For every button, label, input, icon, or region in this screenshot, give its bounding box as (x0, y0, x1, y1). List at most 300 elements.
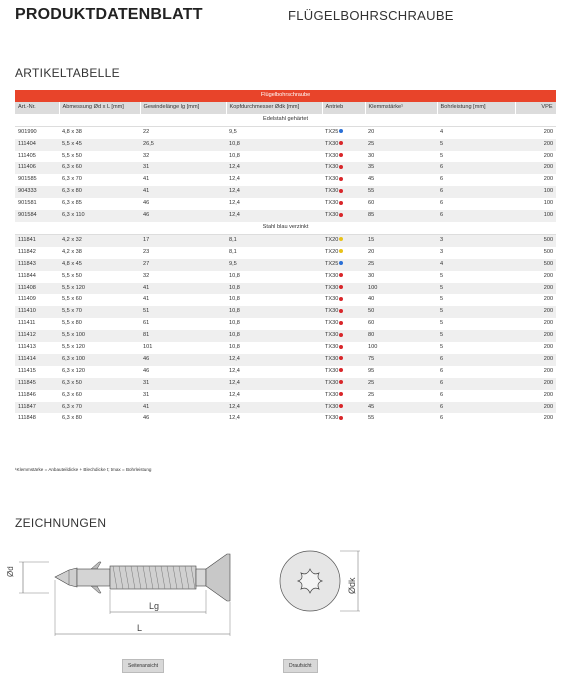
col-header-thread-length: Gewindelänge lg [mm] (140, 102, 226, 114)
cell-text: 31 (143, 164, 150, 171)
cell-text: 80 (368, 332, 375, 339)
cell-text: TX30 (325, 332, 339, 339)
cell-text: 200 (543, 128, 554, 135)
cell-text: 46 (143, 355, 150, 362)
cell-text: 111414 (18, 355, 36, 362)
cell-text: 500 (543, 260, 554, 267)
cell-text: 901585 (18, 176, 37, 183)
cell-art-nr (15, 162, 59, 174)
cell-dimension (59, 342, 140, 354)
cell-dimension (59, 378, 140, 390)
cell-dimension (59, 247, 140, 259)
cell-clamping (365, 294, 437, 306)
cell-text: 6,3 x 120 (62, 367, 86, 374)
cell-text: TX30 (325, 296, 339, 303)
cell-drilling (437, 306, 515, 318)
table-row (15, 162, 556, 174)
cell-clamping (365, 210, 437, 222)
cell-text: 5,5 x 50 (62, 272, 82, 279)
cell-thread-length (140, 198, 226, 210)
cell-text: 6 (440, 415, 444, 422)
cell-thread-length (140, 413, 226, 425)
cell-clamping (365, 139, 437, 151)
cell-drive (322, 354, 365, 366)
cell-text: 6,3 x 80 (62, 188, 82, 195)
cell-text: 100 (368, 284, 378, 291)
cell-dimension (59, 402, 140, 414)
cell-art-nr (15, 234, 59, 246)
cell-art-nr (15, 318, 59, 330)
wing-bottom (91, 586, 101, 593)
cell-text: 50 (368, 308, 375, 315)
cell-head-diameter (226, 139, 322, 151)
torx-drive-icon (339, 249, 343, 253)
cell-text: 20 (368, 248, 375, 255)
screw-head (206, 554, 230, 601)
cell-text: TX30 (325, 188, 339, 195)
cell-thread-length (140, 318, 226, 330)
cell-vpe (515, 342, 556, 354)
cell-text: 200 (543, 344, 554, 351)
cell-text: 5 (440, 140, 444, 147)
page-title: PRODUKTDATENBLATT (15, 6, 203, 23)
cell-thread-length (140, 390, 226, 402)
torx-drive-icon (339, 356, 343, 360)
cell-text: 200 (543, 152, 554, 159)
cell-dimension (59, 283, 140, 295)
cell-clamping (365, 259, 437, 271)
cell-art-nr (15, 413, 59, 425)
cell-vpe (515, 354, 556, 366)
cell-text: 5,5 x 120 (62, 344, 86, 351)
cell-drive (322, 162, 365, 174)
cell-thread-length (140, 174, 226, 186)
section-title-drawings: ZEICHNUNGEN (15, 516, 107, 530)
cell-thread-length (140, 139, 226, 151)
cell-text: 111847 (18, 403, 36, 410)
cell-text: 5 (440, 152, 444, 159)
cell-text: 10,8 (229, 152, 240, 159)
cell-drilling (437, 271, 515, 283)
cell-text: 12,4 (229, 367, 240, 374)
label-lg: Lg (149, 601, 160, 611)
cell-clamping (365, 186, 437, 198)
cell-vpe (515, 162, 556, 174)
cell-text: 10,8 (229, 284, 240, 291)
cell-vpe (515, 139, 556, 151)
cell-text: 4,8 x 45 (62, 260, 82, 267)
cell-text: 200 (543, 379, 554, 386)
cell-text: 5 (440, 296, 444, 303)
cell-text: 6 (440, 379, 444, 386)
cell-art-nr (15, 294, 59, 306)
cell-text: 51 (143, 308, 150, 315)
torx-drive-icon (339, 213, 343, 217)
cell-text: 12,4 (229, 200, 240, 207)
cell-text: 200 (543, 284, 554, 291)
cell-head-diameter (226, 174, 322, 186)
cell-text: 111413 (18, 344, 36, 351)
cell-drive (322, 318, 365, 330)
cell-text: TX20 (325, 236, 339, 243)
cell-text: 75 (368, 355, 375, 362)
cell-drilling (437, 354, 515, 366)
cell-thread-length (140, 294, 226, 306)
table-row (15, 126, 556, 138)
cell-drive (322, 306, 365, 318)
cell-vpe (515, 126, 556, 138)
cell-text: 200 (543, 176, 554, 183)
cell-text: 111408 (18, 284, 36, 291)
cell-drilling (437, 162, 515, 174)
cell-vpe (515, 378, 556, 390)
cell-text: TX30 (325, 212, 339, 219)
cell-thread-length (140, 151, 226, 163)
cell-thread-length (140, 210, 226, 222)
cell-text: TX30 (325, 403, 339, 410)
cell-text: 111412 (18, 332, 36, 339)
cell-text: 901581 (18, 200, 37, 207)
cell-text: 111848 (18, 415, 36, 422)
cell-text: 30 (368, 272, 375, 279)
cell-drive (322, 390, 365, 402)
table-row (15, 151, 556, 163)
cell-text: 5,5 x 120 (62, 284, 86, 291)
cell-text: 200 (543, 391, 554, 398)
cell-dimension (59, 126, 140, 138)
cell-head-diameter (226, 259, 322, 271)
cell-text: 27 (143, 260, 150, 267)
table-row (15, 354, 556, 366)
cell-text: TX30 (325, 308, 339, 315)
cell-text: 3 (440, 248, 444, 255)
cell-text: 61 (143, 320, 150, 327)
torx-drive-icon (339, 141, 343, 145)
cell-clamping (365, 378, 437, 390)
cell-thread-length (140, 366, 226, 378)
cell-text: 12,4 (229, 164, 240, 171)
table-row (15, 186, 556, 198)
cell-text: 60 (368, 320, 375, 327)
cell-text: 500 (543, 248, 554, 255)
cell-clamping (365, 234, 437, 246)
cell-text: TX30 (325, 200, 339, 207)
torx-drive-icon (339, 261, 343, 265)
cell-drive (322, 126, 365, 138)
cell-text: 20 (368, 128, 375, 135)
cell-head-diameter (226, 151, 322, 163)
cell-text: TX30 (325, 367, 339, 374)
cell-text: 901584 (18, 212, 37, 219)
cell-text: 6 (440, 355, 444, 362)
cell-drilling (437, 186, 515, 198)
cell-dimension (59, 139, 140, 151)
cell-text: 25 (368, 260, 375, 267)
section-title-articles: ARTIKELTABELLE (15, 66, 120, 80)
cell-clamping (365, 271, 437, 283)
cell-thread-length (140, 354, 226, 366)
cell-text: TX25 (325, 128, 339, 135)
cell-head-diameter (226, 402, 322, 414)
cell-drilling (437, 390, 515, 402)
cell-text: 32 (143, 272, 150, 279)
cell-text: 6,3 x 100 (62, 355, 86, 362)
cell-text: 200 (543, 164, 554, 171)
torx-drive-icon (339, 237, 343, 241)
wing-top (91, 562, 101, 569)
cell-drilling (437, 378, 515, 390)
cell-head-diameter (226, 271, 322, 283)
cell-clamping (365, 402, 437, 414)
cell-text: 12,4 (229, 379, 240, 386)
cell-dimension (59, 413, 140, 425)
cell-text: 12,4 (229, 212, 240, 219)
cell-clamping (365, 306, 437, 318)
cell-text: 10,8 (229, 272, 240, 279)
cell-dimension (59, 354, 140, 366)
torx-drive-icon (339, 153, 343, 157)
cell-text: 6,3 x 70 (62, 403, 82, 410)
cell-thread-length (140, 186, 226, 198)
cell-text: 500 (543, 236, 554, 243)
cell-thread-length (140, 378, 226, 390)
cell-text: 9,5 (229, 260, 237, 267)
cell-head-diameter (226, 126, 322, 138)
table-row (15, 378, 556, 390)
cell-text: 5 (440, 308, 444, 315)
cell-vpe (515, 271, 556, 283)
cell-text: 200 (543, 355, 554, 362)
cell-text: 6,3 x 60 (62, 164, 82, 171)
cell-clamping (365, 390, 437, 402)
cell-head-diameter (226, 294, 322, 306)
cell-thread-length (140, 234, 226, 246)
cell-clamping (365, 198, 437, 210)
cell-text: 200 (543, 367, 554, 374)
cell-vpe (515, 186, 556, 198)
cell-head-diameter (226, 234, 322, 246)
cell-art-nr (15, 259, 59, 271)
cell-clamping (365, 126, 437, 138)
cell-text: 12,4 (229, 176, 240, 183)
cell-drive (322, 294, 365, 306)
cell-head-diameter (226, 198, 322, 210)
cell-text: 46 (143, 367, 150, 374)
cell-text: 904333 (18, 188, 37, 195)
cell-thread-length (140, 306, 226, 318)
cell-text: TX30 (325, 284, 339, 291)
cell-drive (322, 283, 365, 295)
table-row (15, 342, 556, 354)
cell-text: 40 (368, 296, 375, 303)
cell-drilling (437, 342, 515, 354)
cell-text: 5,5 x 80 (62, 320, 82, 327)
cell-thread-length (140, 271, 226, 283)
cell-text: 6 (440, 200, 444, 207)
cell-thread-length (140, 162, 226, 174)
cell-dimension (59, 186, 140, 198)
cell-drilling (437, 151, 515, 163)
col-header-dimension: Abmessung Ød x L [mm] (59, 102, 140, 114)
cell-text: 6,3 x 70 (62, 176, 82, 183)
cell-text: 10,8 (229, 296, 240, 303)
torx-drive-icon (339, 392, 343, 396)
cell-text: 41 (143, 403, 150, 410)
cell-text: 111845 (18, 379, 36, 386)
table-row (15, 283, 556, 295)
cell-drive (322, 271, 365, 283)
cell-text: 22 (143, 128, 150, 135)
cell-text: 10,8 (229, 344, 240, 351)
neck (196, 569, 206, 586)
label-l: L (137, 623, 143, 633)
cell-text: 9,5 (229, 128, 237, 135)
cell-drilling (437, 247, 515, 259)
cell-art-nr (15, 174, 59, 186)
cell-drive (322, 342, 365, 354)
cell-head-diameter (226, 210, 322, 222)
group-header: Edelstahl gehärtet (15, 114, 556, 126)
caption-top-view: Draufsicht (283, 659, 318, 673)
col-header-head-diameter: Kopfdurchmesser Ødk [mm] (226, 102, 322, 114)
torx-drive-icon (339, 416, 343, 420)
cell-vpe (515, 259, 556, 271)
table-row (15, 306, 556, 318)
cell-vpe (515, 318, 556, 330)
cell-art-nr (15, 330, 59, 342)
cell-text: 111404 (18, 140, 36, 147)
cell-text: 12,4 (229, 188, 240, 195)
table-row (15, 259, 556, 271)
cell-text: 4,8 x 38 (62, 128, 82, 135)
cell-text: 23 (143, 248, 150, 255)
cell-text: 5 (440, 320, 444, 327)
cell-text: 5 (440, 332, 444, 339)
cell-text: 5,5 x 50 (62, 152, 82, 159)
cell-text: 200 (543, 332, 554, 339)
cell-art-nr (15, 151, 59, 163)
col-header-drilling: Bohrleistung [mm] (437, 102, 515, 114)
cell-dimension (59, 210, 140, 222)
cell-drive (322, 210, 365, 222)
cell-vpe (515, 330, 556, 342)
drill-tip (55, 568, 77, 587)
cell-text: 25 (368, 379, 375, 386)
cell-text: 4 (440, 128, 444, 135)
cell-text: TX30 (325, 344, 339, 351)
cell-text: 5 (440, 284, 444, 291)
cell-clamping (365, 413, 437, 425)
cell-text: 10,8 (229, 308, 240, 315)
cell-clamping (365, 247, 437, 259)
cell-text: 12,4 (229, 415, 240, 422)
torx-drive-icon (339, 129, 343, 133)
cell-text: 6,3 x 85 (62, 200, 82, 207)
cell-text: 6,3 x 110 (62, 212, 85, 219)
cell-clamping (365, 283, 437, 295)
cell-art-nr (15, 198, 59, 210)
cell-text: 200 (543, 140, 554, 147)
cell-text: 100 (543, 200, 554, 207)
cell-text: 31 (143, 379, 150, 386)
cell-text: 100 (543, 188, 554, 195)
col-header-vpe: VPE (515, 102, 556, 114)
cell-dimension (59, 366, 140, 378)
col-header-clamping: Klemmstärke¹ (365, 102, 437, 114)
cell-text: TX30 (325, 152, 339, 159)
cell-text: 55 (368, 188, 375, 195)
cell-text: 111841 (18, 236, 36, 243)
cell-head-diameter (226, 283, 322, 295)
torx-drive-icon (339, 189, 343, 193)
cell-text: 10,8 (229, 140, 240, 147)
cell-vpe (515, 390, 556, 402)
cell-dimension (59, 151, 140, 163)
cell-text: 25 (368, 140, 375, 147)
cell-art-nr (15, 126, 59, 138)
cell-text: 6,3 x 50 (62, 379, 82, 386)
cell-text: TX30 (325, 320, 339, 327)
torx-drive-icon (339, 273, 343, 277)
cell-text: 46 (143, 200, 150, 207)
cell-clamping (365, 318, 437, 330)
cell-art-nr (15, 354, 59, 366)
cell-thread-length (140, 259, 226, 271)
cell-head-diameter (226, 186, 322, 198)
cell-drilling (437, 139, 515, 151)
cell-text: 6 (440, 212, 444, 219)
side-view-drawing (6, 540, 235, 640)
cell-thread-length (140, 330, 226, 342)
cell-clamping (365, 162, 437, 174)
cell-vpe (515, 198, 556, 210)
torx-drive-icon (339, 404, 343, 408)
cell-vpe (515, 234, 556, 246)
label-d: Ød (6, 566, 15, 577)
cell-text: 100 (543, 212, 554, 219)
cell-text: 111410 (18, 308, 36, 315)
cell-text: 101 (143, 344, 153, 351)
cell-text: 26,5 (143, 140, 154, 147)
cell-text: 6,3 x 60 (62, 391, 82, 398)
col-header-drive: Antrieb (322, 102, 365, 114)
cell-text: 111411 (18, 320, 36, 327)
cell-drilling (437, 174, 515, 186)
cell-dimension (59, 318, 140, 330)
cell-drive (322, 259, 365, 271)
cell-text: 200 (543, 403, 554, 410)
cell-text: TX30 (325, 164, 339, 171)
cell-text: 6 (440, 176, 444, 183)
torx-drive-icon (339, 165, 343, 169)
product-name: FLÜGELBOHRSCHRAUBE (288, 8, 454, 23)
cell-text: TX30 (325, 391, 339, 398)
label-dk: Ødk (347, 577, 357, 594)
shank (77, 569, 110, 586)
cell-text: 10,8 (229, 320, 240, 327)
cell-text: 85 (368, 212, 375, 219)
cell-drive (322, 151, 365, 163)
cell-text: 4,2 x 32 (62, 236, 82, 243)
cell-text: 5 (440, 272, 444, 279)
cell-dimension (59, 162, 140, 174)
table-row (15, 318, 556, 330)
cell-drive (322, 186, 365, 198)
torx-drive-icon (339, 285, 343, 289)
cell-clamping (365, 174, 437, 186)
cell-text: 200 (543, 415, 554, 422)
cell-art-nr (15, 390, 59, 402)
